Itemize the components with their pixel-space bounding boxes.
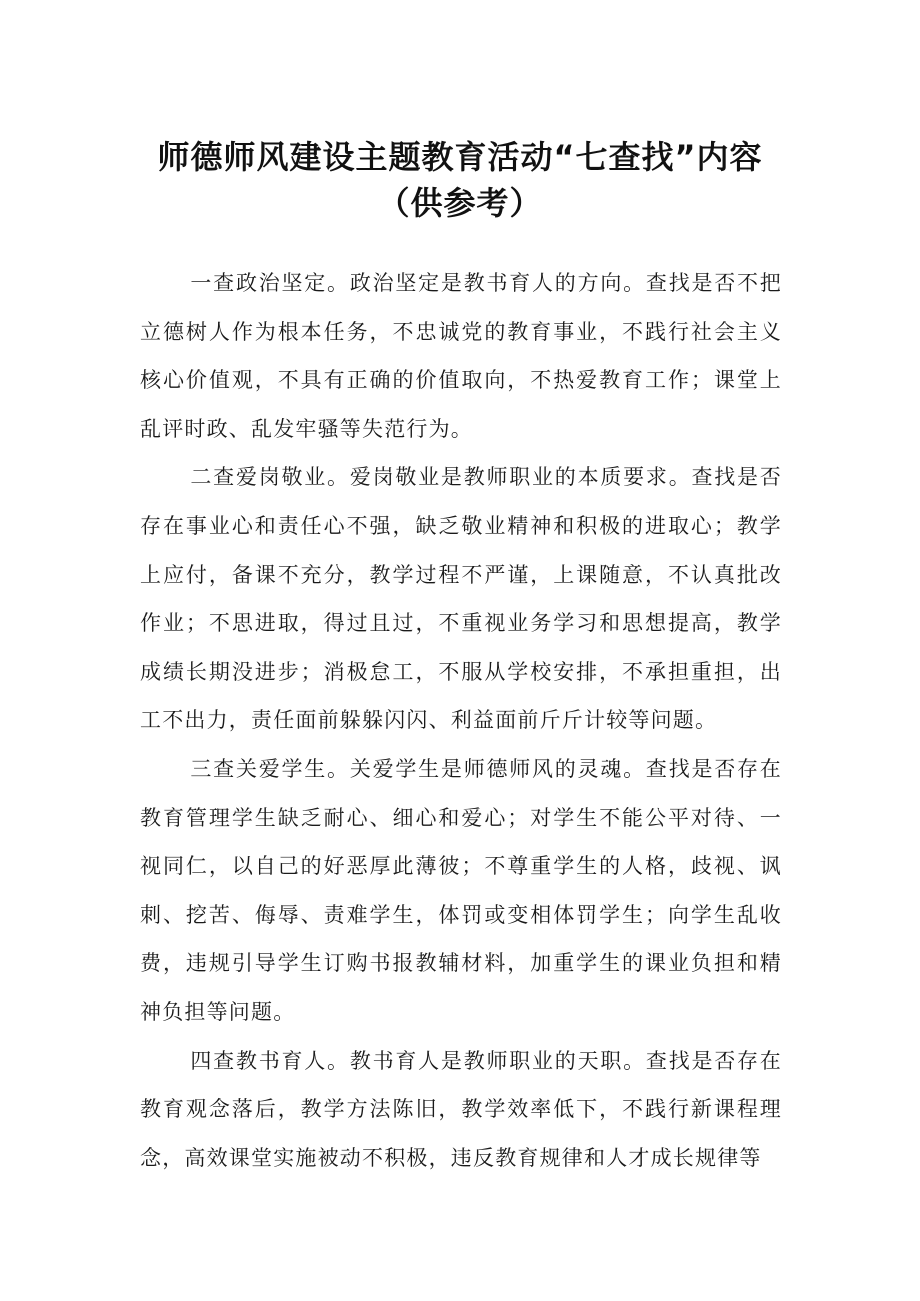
paragraph-political-firmness: 一查政治坚定。政治坚定是教书育人的方向。查找是否不把立德树人作为根本任务，不忠诚党的教育事业，不践行社会主义核心价值观，不具有正确的价值取向，不热爱教育工作；课堂上乱评时政、乱发牢骚等失范行为。 [140, 271, 782, 441]
document-subtitle: （供参考） [377, 184, 543, 222]
document-body [140, 259, 782, 1182]
paragraph-teaching-and-educating: 四查教书育人。教书育人是教师职业的天职。查找是否存在教育观念落后，教学方法陈旧，教学效率低下，不践行新课程理念，高效课堂实施被动不积极，违反教育规律和人才成长规律等 [140, 1048, 782, 1170]
paragraph-dedication: 二查爱岗敬业。爱岗敬业是教师职业的本质要求。查找是否存在事业心和责任心不强，缺乏敬业精神和积极的进取心；教学上应付，备课不充分，教学过程不严谨，上课随意，不认真批改作业；不思进取，得过且过，不重视业务学习和思想提高，教学成绩长期没进步；消极怠工，不服从学校安排，不承担重担，出工不出力，责任面前躲躲闪闪、利益面前斤斤计较等问题。 [140, 465, 782, 733]
paragraph-caring-for-students: 三查关爱学生。关爱学生是师德师风的灵魂。查找是否存在教育管理学生缺乏耐心、细心和爱心；对学生不能公平对待、一视同仁，以自己的好恶厚此薄彼；不尊重学生的人格，歧视、讽刺、挖苦、侮辱、责难学生，体罚或变相体罚学生；向学生乱收费，违规引导学生订购书报教辅材料，加重学生的课业负担和精神负担等问题。 [140, 756, 782, 1024]
document-title: 师德师风建设主题教育活动“七查找”内容 [157, 138, 763, 176]
